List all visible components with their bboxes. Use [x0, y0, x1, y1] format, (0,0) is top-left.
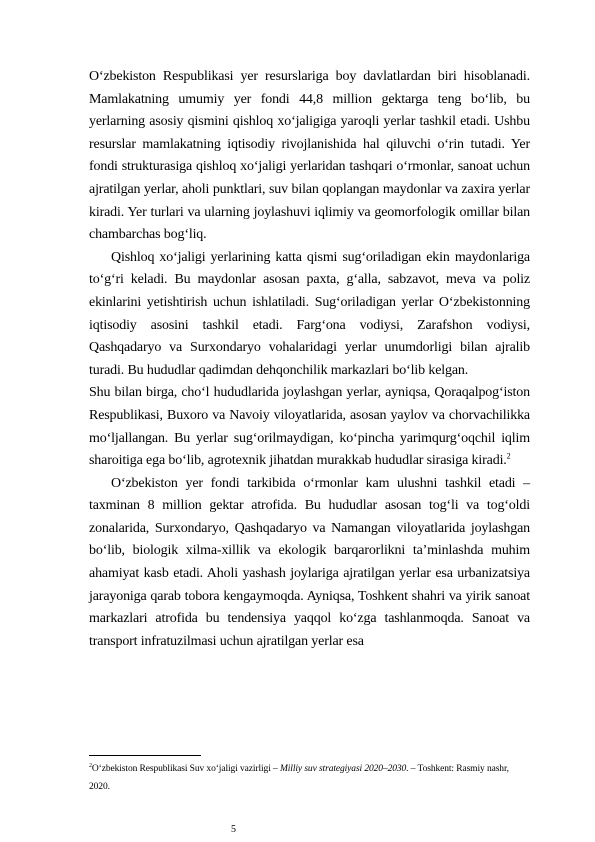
- footnote-text-after: – Toshkent: Rasmiy nashr, 2020.: [89, 764, 509, 792]
- document-body: [89, 66, 530, 653]
- paragraph-irrigated-land: Qishloq xo‘jaligi yerlarining katta qismi sug‘oriladigan ekin maydonlariga to‘g‘ri keladi. Bu maydonlar asosan paxta, g‘alla, sabzavot, meva va poliz ekinlarini yetishtirish uchun ishlatiladi. Sug‘oriladigan yerlar O‘zbekistonning iqtisodiy asosini tashkil etadi. Farg‘ona vodiysi, Zarafshon vodiysi, Qashqadaryo va Surxondaryo vohalaridagi yerlar unumdorligi bilan ajralib turadi. Bu hududlar qadimdan dehqonchilik markazlari bo‘lib kelgan.: [89, 249, 530, 378]
- footnote-title: Milliy suv strategiyasi 2020–2030.: [279, 764, 409, 774]
- paragraph-desert-land-text: Shu bilan birga, cho‘l hududlarida joylashgan yerlar, ayniqsa, Qoraqalpog‘iston Respublikasi, Buxoro va Navoiy viloyatlarida, asosan yaylov va chorvachilikka mo‘ljallangan. Bu yerlar sug‘orilmaydigan, ko‘pincha yarimqurg‘oqchil iqlim sharoitiga ega bo‘lib, agrotexnik jihatdan murakkab hududlar sirasiga kiradi.: [89, 385, 530, 469]
- paragraph-desert-land: [89, 382, 530, 472]
- footnote-text-before: O‘zbekiston Respublikasi Suv xo‘jaligi vazirligi –: [91, 764, 280, 774]
- footnote: [89, 760, 530, 796]
- paragraph-forests: O‘zbekiston yer fondi tarkibida o‘rmonlar kam ulushni tashkil etadi – taxminan 8 million gektar atrofida. Bu hududlar asosan tog‘li va tog‘oldi zonalarida, Surxondaryo, Qashqadaryo va Namangan viloyatlarida joylashgan bo‘lib, biologik xilma-xillik va ekologik barqarorlikni ta’minlashda muhim ahamiyat kasb etadi. Aholi yashash joylariga ajratilgan yerlar esa urbanizatsiya jarayoniga qarab tobora kengaymoqda. Ayniqsa, Toshkent shahri va yirik sanoat markazlari atrofida bu tendensiya yaqqol ko‘zga tashlanmoqda. Sanoat va transport infratuzilmasi uchun ajratilgan yerlar esa: [89, 475, 530, 649]
- footnote-divider: [89, 755, 201, 756]
- page-number: 5: [231, 824, 236, 835]
- footnote-reference[interactable]: 2: [506, 451, 511, 461]
- paragraph-land-fund: O‘zbekiston Respublikasi yer resurslariga boy davlatlardan biri hisoblanadi. Mamlakatning umumiy yer fondi 44,8 million gektarga teng bo‘lib, bu yerlarning asosiy qismini qishloq xo‘jaligiga yaroqli yerlar tashkil etadi. Ushbu resurslar mamlakatning iqtisodiy rivojlanishida hal qiluvchi o‘rin tutadi. Yer fondi strukturasiga qishloq xo‘jaligi yerlaridan tashqari o‘rmonlar, sanoat uchun ajratilgan yerlar, aholi punktlari, suv bilan qoplangan maydonlar va zaxira yerlar kiradi. Yer turlari va ularning joylashuvi iqlimiy va geomorfologik omillar bilan chambarchas bog‘liq.: [89, 69, 530, 243]
- footnote-number: 2: [89, 762, 92, 769]
